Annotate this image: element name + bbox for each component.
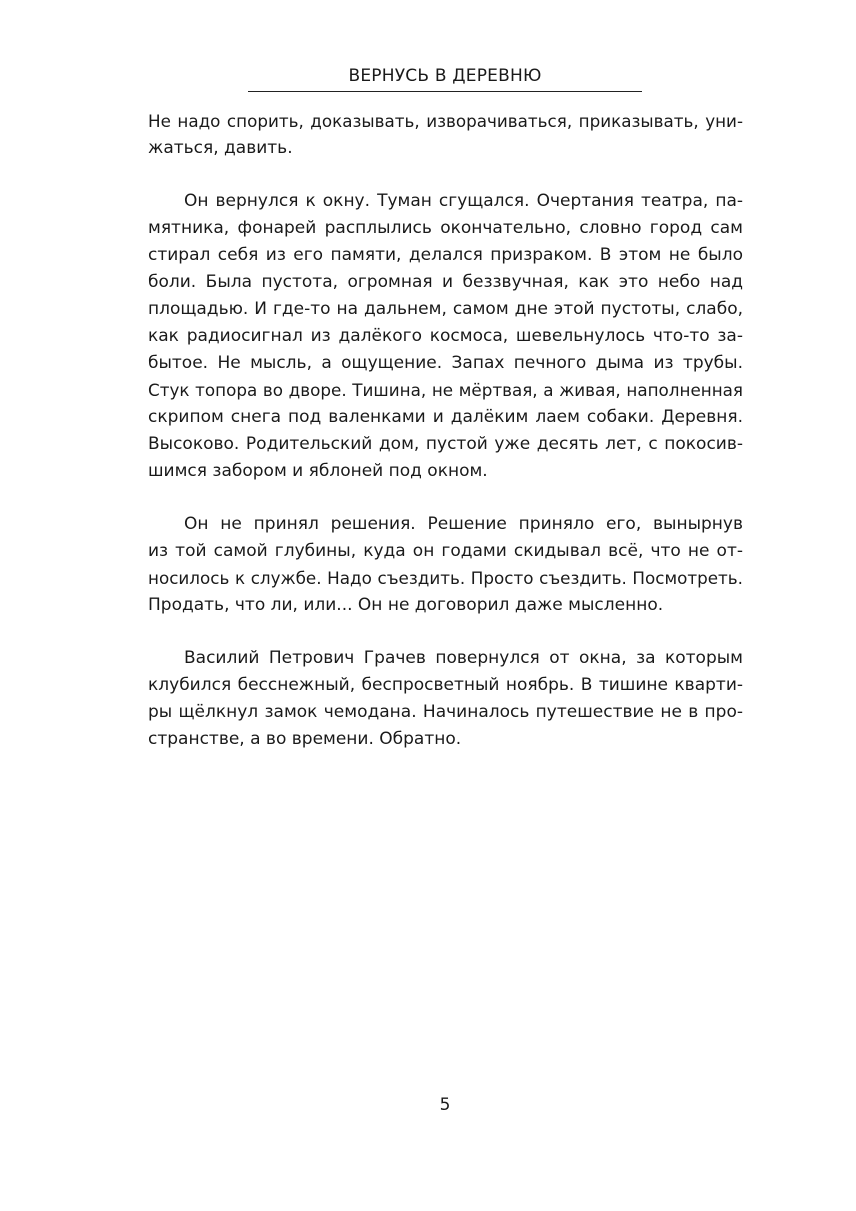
text-line: Стук топора во дворе. Тишина, не мёртвая, а живая, наполненная <box>148 380 743 400</box>
text-line: как радиосигнал из далёкого космоса, шевельнулось что-то за- <box>148 326 743 346</box>
paragraph <box>148 511 743 619</box>
paragraph <box>148 108 743 162</box>
text-line: мятника, фонарей расплылись окончательно, словно город сам <box>148 218 743 238</box>
body-text <box>148 108 743 753</box>
page-number: 5 <box>439 1095 451 1115</box>
text-line: из той самой глубины, куда он годами скидывал всё, что не от- <box>148 541 743 561</box>
text-line: странстве, а во времени. Обратно. <box>148 729 462 749</box>
text-line: носилось к службе. Надо съездить. Просто съездить. Посмотреть. <box>148 568 743 588</box>
text-line: Высоково. Родительский дом, пустой уже десять лет, с покосив- <box>148 434 743 454</box>
text-line: площадью. И где-то на дальнем, самом дне этой пустоты, слабо, <box>148 299 743 319</box>
paragraph <box>148 645 743 753</box>
text-line: клубился бесснежный, беспросветный ноябрь. В тишине кварти- <box>148 675 743 695</box>
text-line: шимся забором и яблоней под окном. <box>148 461 488 481</box>
text-line: скрипом снега под валенками и далёким лаем собаки. Деревня. <box>148 407 743 427</box>
text-line: бытое. Не мысль, а ощущение. Запах печного дыма из трубы. <box>148 353 743 373</box>
text-line: Он не принял решения. Решение приняло его, вынырнув <box>184 514 743 534</box>
text-line: жаться, давить. <box>148 138 293 158</box>
text-line: ры щёлкнул замок чемодана. Начиналось путешествие не в про- <box>148 702 743 722</box>
text-line: Он вернулся к окну. Туман сгущался. Очертания театра, па- <box>184 191 743 211</box>
paragraph <box>148 188 743 485</box>
text-line: Василий Петрович Грачев повернулся от окна, за которым <box>184 648 743 668</box>
text-line: Не надо спорить, доказывать, изворачиваться, приказывать, уни- <box>148 111 743 131</box>
text-line: боли. Была пустота, огромная и беззвучная, как это небо над <box>148 272 743 292</box>
text-line: стирал себя из его памяти, делался призраком. В этом не было <box>148 245 743 265</box>
running-header: ВЕРНУСЬ В ДЕРЕВНЮ <box>248 64 642 92</box>
text-line: Продать, что ли, или... Он не договорил даже мысленно. <box>148 595 664 615</box>
